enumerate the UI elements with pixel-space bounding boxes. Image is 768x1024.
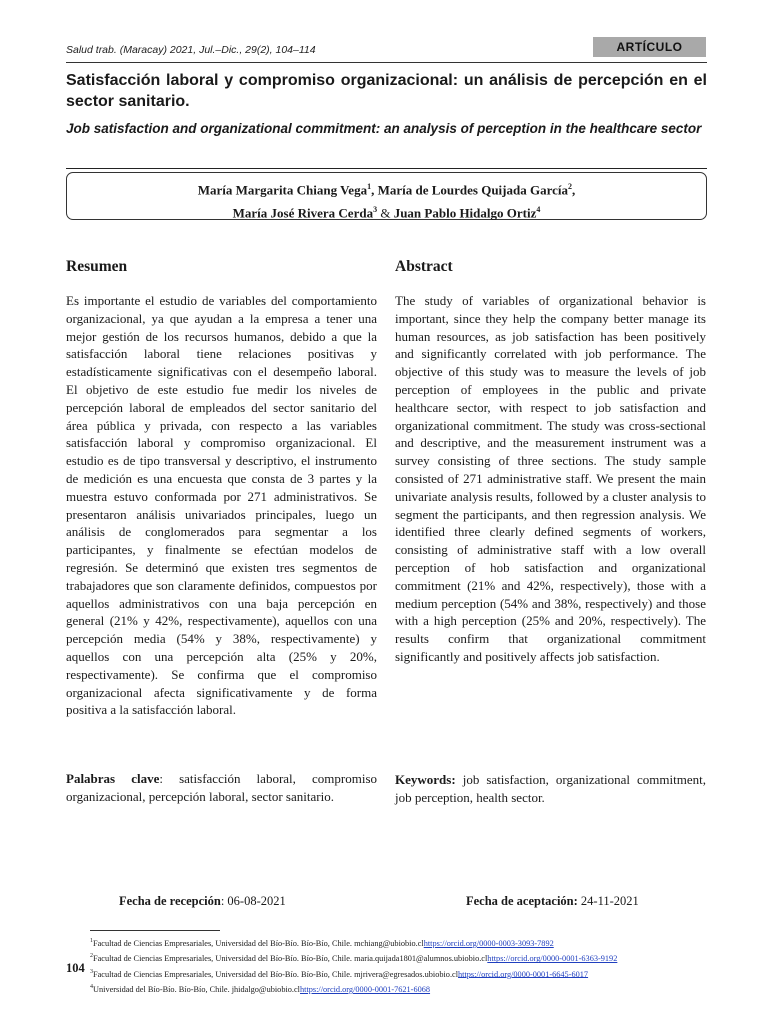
received-label: Fecha de recepción: [119, 894, 221, 908]
journal-citation: Salud trab. (Maracay) 2021, Jul.–Dic., 29(2), 104–114: [66, 44, 316, 56]
footnote-text: Facultad de Ciencias Empresariales, Universidad del Bío-Bío. Bío-Bío, Chile. maria.quijada1801@alumnos.ubiobio.cl: [93, 954, 488, 964]
accepted-date: [466, 894, 639, 909]
palabras-clave-text: : satisfacción laboral, compromiso organizacional, percepción laboral, sector sanitario.: [66, 771, 378, 804]
author-1-affiliation: 1: [367, 182, 372, 191]
accepted-label: Fecha de aceptación:: [466, 894, 578, 908]
footnote: [90, 935, 710, 950]
footnote-marker: 2: [90, 953, 93, 960]
orcid-link[interactable]: https://orcid.org/0000-0003-3093-7892: [423, 938, 554, 948]
author-4-affiliation: 4: [536, 205, 541, 215]
author-1: María Margarita Chiang Vega: [197, 182, 368, 198]
resumen-text: Es importante el estudio de variables del comportamiento organizacional, ya que ayudan a la empresa a tener una mejor gestión de los recursos humanos, debido a que la satisfacción laboral tiene relaciones positivas y estadísticamente significativas con el desempeño laboral. El objetivo de este estudio fue medir los niveles de percepción laboral de empleados del sector sanitario del área pública y privada, con respecto a las variables satisfacción laboral y compromiso organizacional. El estudio es de tipo transversal y descriptivo, el instrumento de medición es una encuesta que consta de 3 partes y la muestra estuvo conformada por 271 administrativos. Se presentaron análisis univariados principales, luego un análisis de conglomerados para segmentar a los participantes, y finalmente se efectúan modelos de regresión. Se determinó que existen tres segmentos de trabajadores que son claramente definidos, compuestos por aquellos administrativos con una baja percepción en general (21% y 42%, respectivamente), aquellos con una percepción media (54% y 38%, respectivamente) y aquellos con una percepción alta (25% y 20%, respectivamente). Se confirma que el compromiso organizacional afecta significativamente y de forma positiva a la satisfacción laboral.: [66, 293, 377, 718]
abstract-heading: Abstract: [395, 258, 453, 275]
author-separator: ,: [572, 182, 576, 198]
title-english: Job satisfaction and organizational commitment: an analysis of perception in the healthcare sector: [66, 121, 702, 136]
received-date: [119, 894, 286, 909]
palabras-clave: [66, 770, 377, 806]
title-spanish: Satisfacción laboral y compromiso organizacional: un análisis de percepción en el sector sanitario.: [66, 72, 707, 110]
abstract-text: The study of variables of organizational behavior is important, since they help the company better manage its human resources, as job satisfaction has been positively and significantly correlated with job performance. The objective of this study was to measure the levels of job perception of employees in the public and private healthcare sector, with respect to job satisfaction and organizational commitment. The study was cross-sectional and descriptive, and the measurement instrument was a survey consisting of three sections. The study sample consisted of 271 administrative staff. We present the main univariate analysis results, followed by a cluster analysis to segment the participants, and then regression analysis. We identified three clearly defined segments of workers, consisting of administrative staff with a low overall perception of hob satisfaction and organizational commitment (21% and 42%, respectively), those with a medium perception (54% and 38%, respectively) and those with a high perception (25% and 20%, respectively). The results confirm that organizational commitment significantly and positively affects job satisfaction.: [395, 293, 706, 664]
footnote-text: Universidad del Bío-Bío. Bío-Bío, Chile. jhidalgo@ubiobio.cl: [93, 984, 300, 994]
author-3-affiliation: 3: [373, 205, 378, 215]
footnote: [90, 966, 710, 981]
authors-box: [66, 172, 707, 220]
author-2: María de Lourdes Quijada García: [377, 182, 569, 198]
author-2-affiliation: 2: [568, 182, 573, 191]
orcid-link[interactable]: https://orcid.org/0000-0001-7621-6068: [299, 984, 431, 994]
article-type-badge: ARTÍCULO: [593, 37, 706, 57]
author-separator: ,: [371, 182, 378, 198]
header-divider: [66, 62, 707, 63]
footnote-text: Facultad de Ciencias Empresariales, Universidad del Bío-Bío. Bío-Bío, Chile. mjrivera@egresados.ubiobio.cl: [93, 969, 459, 979]
keywords-label: Keywords:: [395, 772, 456, 787]
accepted-value: 24-11-2021: [577, 894, 639, 908]
keywords: [395, 771, 706, 807]
title-divider: [66, 168, 707, 169]
footnote: [90, 950, 710, 965]
footnote-marker: 4: [90, 984, 93, 991]
resumen-heading: Resumen: [66, 258, 128, 275]
footnote: [90, 981, 710, 996]
footnote-marker: 3: [90, 968, 93, 975]
keywords-text: job satisfaction, organizational commitment, job perception, health sector.: [395, 772, 706, 805]
orcid-link[interactable]: https://orcid.org/0000-0001-6363-9192: [487, 954, 618, 964]
orcid-link[interactable]: https://orcid.org/0000-0001-6645-6017: [458, 969, 589, 979]
footnotes: [90, 935, 710, 996]
footnote-divider: [90, 930, 220, 931]
author-ampersand: &: [377, 205, 394, 221]
author-4: Juan Pablo Hidalgo Ortiz: [393, 205, 537, 221]
footnote-text: Facultad de Ciencias Empresariales, Universidad del Bío-Bío. Bío-Bío, Chile. mchiang@ubiobio.cl: [93, 938, 424, 948]
palabras-clave-label: Palabras clave: [66, 771, 160, 786]
footnote-marker: 1: [90, 938, 93, 944]
page-number: 104: [66, 961, 85, 975]
author-3: María José Rivera Cerda: [232, 205, 374, 221]
received-value: : 06-08-2021: [220, 894, 286, 908]
